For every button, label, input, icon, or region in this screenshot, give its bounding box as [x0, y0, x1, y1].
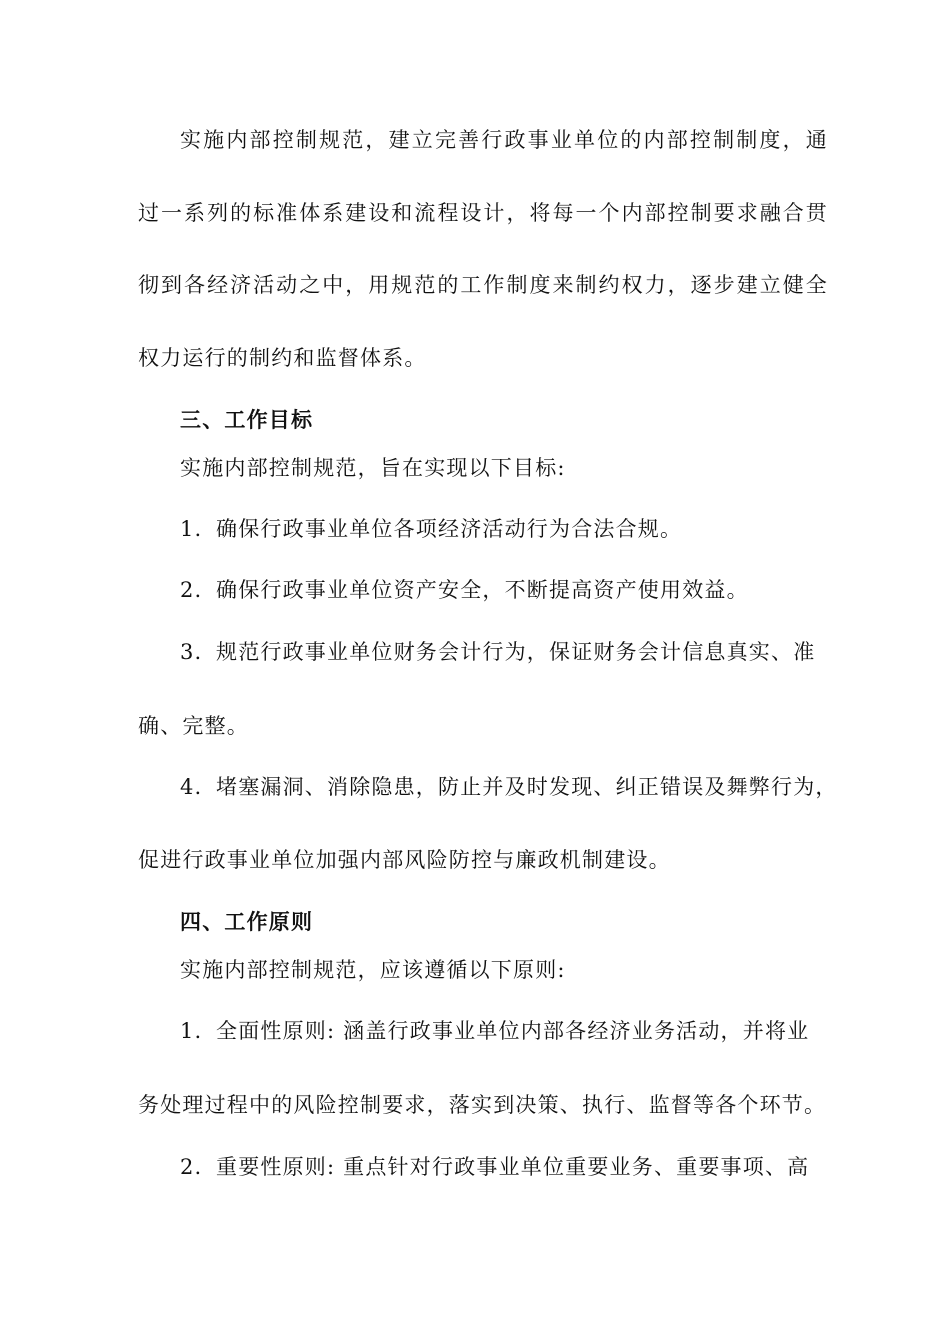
- paragraph-line: 实施内部控制规范，建立完善行政事业单位的内部控制制度，通: [180, 128, 828, 152]
- list-item-number: 1.: [180, 517, 203, 541]
- list-item: [180, 1016, 828, 1046]
- list-item: [180, 514, 828, 544]
- list-item-text: 全面性原则: 涵盖行政事业单位内部各经济业务活动，并将业: [216, 1019, 810, 1043]
- list-item-text: 规范行政事业单位财务会计行为，保证财务会计信息真实、准: [216, 640, 816, 664]
- paragraph-line: 权力运行的制约和监督体系。: [138, 346, 427, 370]
- list-item: [180, 575, 828, 605]
- section-heading: 三、工作目标: [180, 407, 314, 432]
- list-item: [180, 637, 828, 667]
- paragraph-line: 彻到各经济活动之中，用规范的工作制度来制约权力，逐步建立健全: [138, 273, 828, 297]
- list-item-number: 4.: [180, 775, 203, 799]
- section-intro: 实施内部控制规范，旨在实现以下目标:: [180, 456, 566, 480]
- list-item-number: 3.: [180, 640, 203, 664]
- list-item-text: 重要性原则: 重点针对行政事业单位重要业务、重要事项、高: [216, 1155, 810, 1179]
- list-item-number: 1.: [180, 1019, 203, 1043]
- list-item-text: 堵塞漏洞、消除隐患，防止并及时发现、纠正错误及舞弊行为，: [216, 775, 838, 799]
- section-heading: 四、工作原则: [180, 909, 314, 934]
- list-item-continuation: 确、完整。: [138, 714, 249, 738]
- section-intro: 实施内部控制规范，应该遵循以下原则:: [180, 958, 566, 982]
- list-item-text: 确保行政事业单位各项经济活动行为合法合规。: [216, 517, 683, 541]
- paragraph-line: 过一系列的标准体系建设和流程设计，将每一个内部控制要求融合贯: [138, 201, 828, 225]
- list-item-continuation: 促进行政事业单位加强内部风险防控与廉政机制建设。: [138, 848, 671, 872]
- list-item-number: 2.: [180, 578, 203, 602]
- list-item-text: 确保行政事业单位资产安全，不断提高资产使用效益。: [216, 578, 749, 602]
- list-item: [180, 772, 838, 802]
- list-item-continuation: 务处理过程中的风险控制要求，落实到决策、执行、监督等各个环节。: [138, 1093, 827, 1117]
- list-item-number: 2.: [180, 1155, 203, 1179]
- list-item: [180, 1152, 828, 1182]
